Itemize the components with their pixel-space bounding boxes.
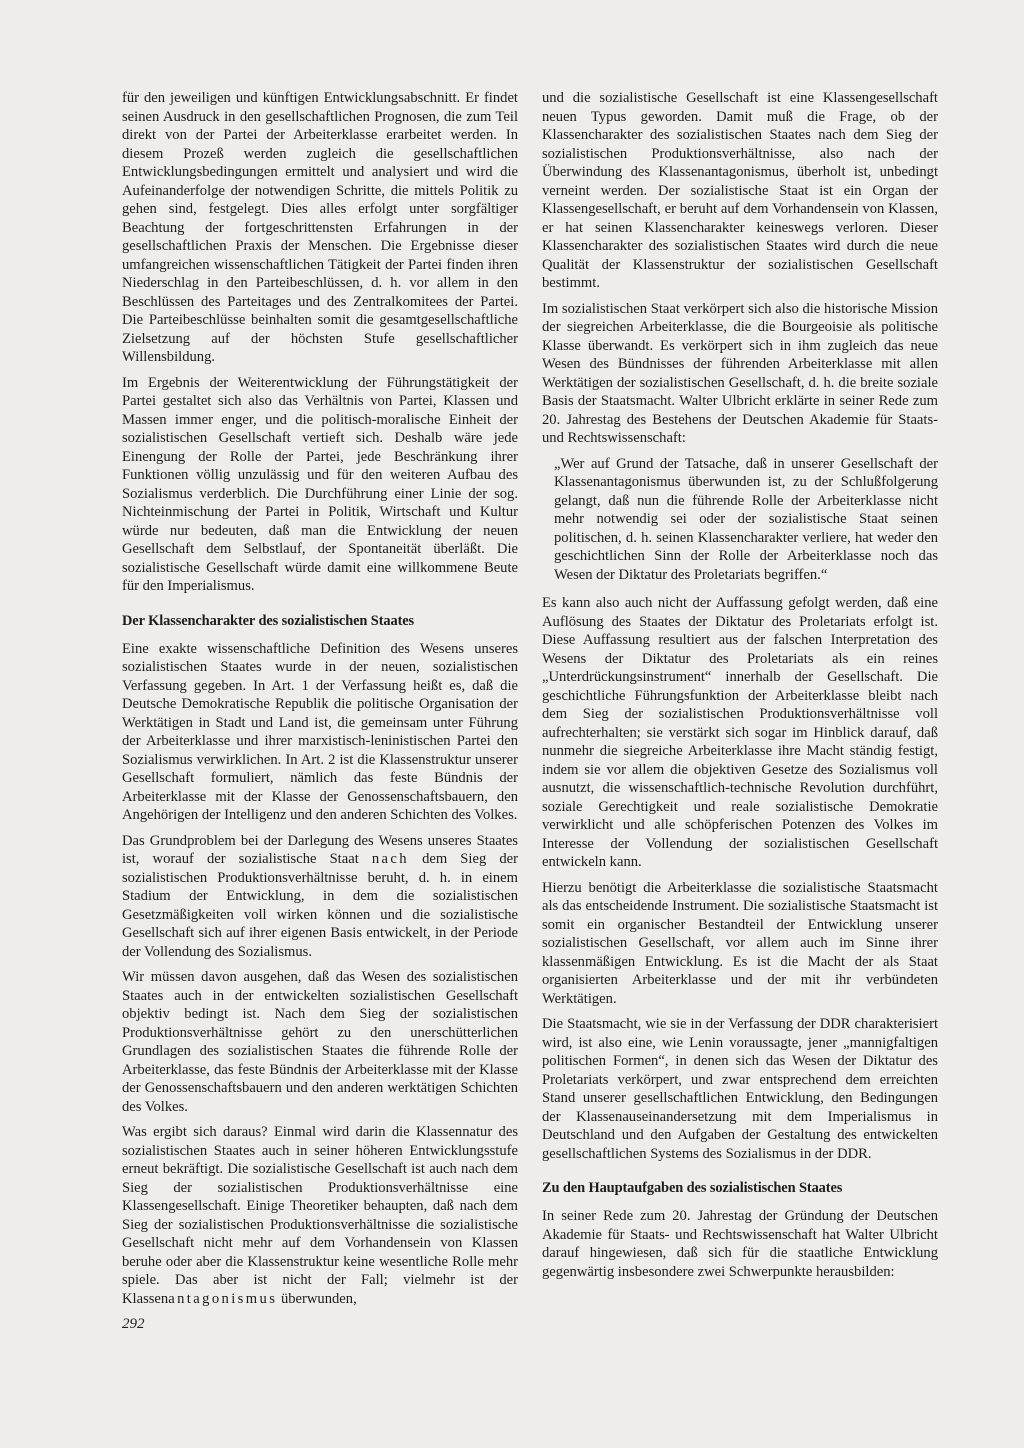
- spaced-emphasis: antagonismus: [168, 1290, 278, 1307]
- text-run: überwunden,: [280, 1290, 357, 1307]
- text-run: Das Grundproblem bei der Darlegung des Wesens unseres Staates ist, worauf der sozialistische Staat: [122, 832, 518, 867]
- paragraph: Es kann also auch nicht der Auffassung gefolgt werden, daß eine Auflösung des Staates der Diktatur des Proletariats erfolgt ist. Diese Auffassung resultiert aus der falschen Interpretation des Wesens der Diktatur des Proletariats als ein reines „Unterdrückungsinstrument“ innerhalb der Gesellschaft. Die geschichtliche Führungsfunktion der Arbeiterklasse bleibt nach dem Sieg der sozialistischen Produktionsverhältnisse voll aufrechterhalten; sie verstärkt sich sogar im Hinblick darauf, daß nunmehr die siegreiche Arbeiterklasse ihre Macht ständig festigt, indem sie vor allem die objektiven Gesetze des Sozialismus voll ausnutzt, die wissenschaftlich-technische Revolution durchführt, soziale Gerechtigkeit und reale sozialistische Demokratie verwirklicht und alle schöpferischen Potenzen des Volkes im Interesse der Vollendung der sozialistischen Gesellschaft entwickeln kann.: [542, 595, 938, 870]
- section-heading: Zu den Hauptaufgaben des sozialistischen Staates: [542, 1180, 843, 1196]
- paragraph: Eine exakte wissenschaftliche Definition des Wesens unseres sozialistischen Staates wurde in der neuen, sozialistischen Verfassung gegeben. In Art. 1 der Verfassung heißt es, daß die Deutsche Demokratische Republik die politische Organisation der Werktätigen in Stadt und Land ist, die gemeinsam unter Führung der Arbeiterklasse und ihrer marxistisch-leninistischen Partei den Sozialismus verwirklichen. In Art. 2 ist die Klassenstruktur unserer Gesellschaft formuliert, nämlich das feste Bündnis der Arbeiterklasse mit der Klasse der Genossenschaftsbauern, den Angehörigen der Intelligenz und den anderen Schichten des Volkes.: [122, 640, 518, 823]
- spaced-emphasis: nach: [371, 851, 409, 867]
- paragraph: Hierzu benötigt die Arbeiterklasse die sozialistische Staatsmacht als das entscheidende Instrument. Die sozialistische Staatsmacht ist somit ein organischer Bestandteil der Entwicklung unserer sozialistischen Gesellschaft, vor allem auch im Sinne ihrer klassenmäßigen Entwicklung. Es ist die Macht der als Staat organisierten Arbeiterklasse und der mit ihr verbündeten Werktätigen.: [542, 879, 938, 1007]
- text-run: dem Sieg der sozialistischen Produktionsverhältnisse beruht, d. h. in einem Stadium der Entwicklung, in dem die sozialistischen Gesetzmäßigkeiten voll wirken können und die sozialistische Gesellschaft sich auf ihrer eigenen Basis entwickelt, in der Periode der Vollendung des Sozialismus.: [122, 851, 518, 960]
- paragraph: für den jeweiligen und künftigen Entwicklungsabschnitt. Er findet seinen Ausdruck in den gesellschaftlichen Prognosen, die zum Teil direkt von der Partei der Arbeiterklasse erarbeitet werden. In diesem Prozeß werden zugleich die gesellschaftlichen Entwicklungsbedingungen ermittelt und analysiert und wird die Aufeinanderfolge der notwendigen Schritte, die mittels Politik zu gehen sind, festgelegt. Dies alles erfolgt unter sorgfältiger Beachtung der fortgeschrittensten Erfahrungen in der gesellschaftlichen Praxis der Menschen. Die Ergebnisse dieser umfangreichen wissenschaftlichen Tätigkeit der Partei finden ihren Niederschlag in den Parteibeschlüssen, d. h. vor allem in den Beschlüssen des Parteitages und des Zentralkomitees der Partei. Die Parteibeschlüsse beinhalten somit die gesamtgesellschaftliche Zielsetzung auf der höchsten Stufe gesellschaftlicher Willensbildung.: [122, 90, 518, 365]
- paragraph: [122, 1123, 518, 1308]
- paragraph: Wir müssen davon ausgehen, daß das Wesen des sozialistischen Staates auch in der entwickelten sozialistischen Gesellschaft objektiv bedingt ist. Nach dem Sieg der sozialistischen Produktionsverhältnisse gehört zu den unerschütterlichen Grundlagen des sozialistischen Staates die führende Rolle der Arbeiterklasse, das feste Bündnis der Arbeiterklasse mit der Klasse der Genossenschaftsbauern und den anderen werktätigen Schichten des Volkes.: [122, 969, 518, 1115]
- paragraph: und die sozialistische Gesellschaft ist eine Klassengesellschaft neuen Typus geworden. Damit muß die Frage, ob der Klassencharakter des sozialistischen Staates nach dem Sieg der sozialistischen Produktionsverhältnisse, also nach der Überwindung des Klassenantagonismus, überholt ist, unbedingt verneint werden. Der sozialistische Staat ist ein Organ der Klassengesellschaft, er beruht auf dem Vorhandensein von Klassen, er hat seinen Klassencharakter keineswegs verloren. Dieser Klassencharakter des sozialistischen Staates wird durch die neue Qualität der Klassenstruktur der sozialistischen Gesellschaft bestimmt.: [542, 90, 938, 291]
- section-heading: Der Klassencharakter des sozialistischen Staates: [122, 612, 415, 629]
- paragraph: Im sozialistischen Staat verkörpert sich also die historische Mission der siegreichen Arbeiterklasse, die die Bourgeoisie als politische Klasse überwandt. Es verkörpert sich in ihm zugleich das neue Wesen des Bündnisses der führenden Arbeiterklasse mit allen Werktätigen der sozialistischen Gesellschaft, d. h. die breite soziale Basis der Staatsmacht. Walter Ulbricht erklärte in seiner Rede zum 20. Jahrestag des Bestehens der Deutschen Akademie für Staats- und Rechtswissenschaft:: [542, 300, 938, 446]
- paragraph: [122, 832, 518, 962]
- paragraph: In seiner Rede zum 20. Jahrestag der Gründung der Deutschen Akademie für Staats- und Rechtswissenschaft hat Walter Ulbricht darauf hingewiesen, daß sich für die staatliche Entwicklung gegenwärtig insbesondere zwei Schwerpunkte herausbilden:: [542, 1208, 938, 1280]
- right-column: [542, 89, 938, 1288]
- paragraph: Im Ergebnis der Weiterentwicklung der Führungstätigkeit der Partei gestaltet sich also das Verhältnis von Partei, Klassen und Massen immer enger, und die politisch-moralische Einheit der sozialistischen Gesellschaft vertieft sich. Deshalb wäre jede Einengung der Rolle der Partei, jede Beschränkung ihrer Funktionen völlig unzulässig und für den weiteren Aufbau des Sozialismus verderblich. Die Durchführung einer Linie der sog. Nichteinmischung der Partei in Politik, Wirtschaft und Kultur würde nur bedeuten, daß man die Entwicklung der neuen Gesellschaft dem Selbstlauf, der Spontaneität überläßt. Die sozialistische Gesellschaft würde damit eine willkommene Beute für den Imperialismus.: [122, 374, 518, 594]
- paragraph: Die Staatsmacht, wie sie in der Verfassung der DDR charakterisiert wird, ist also eine, wie Lenin voraussagte, jener „mannigfaltigen politischen Formen“, in denen sich das Wesen der Diktatur des Proletariats verkörpert, und zwar entsprechend dem erreichten Stand unserer gesellschaftlichen Entwicklung, den Bedingungen der Klassenauseinandersetzung mit dem Imperialismus in Deutschland und den Aufgaben der Gestaltung des entwickelten gesellschaftlichen Systems des Sozialismus in der DDR.: [542, 1016, 938, 1162]
- page-number: 292: [122, 1316, 145, 1332]
- quotation: „Wer auf Grund der Tatsache, daß in unserer Gesellschaft der Klassenantagonismus überwunden ist, zu der Schlußfolgerung gelangt, daß nun die führende Rolle der Arbeiterklasse nicht mehr notwendig sei oder der sozialistische Staat seinen politischen, d. h. seinen Klassencharakter verliere, hat weder den geschichtlichen Sinn der Rolle der Arbeiterklasse noch das Wesen der Diktatur des Proletariats begriffen.“: [554, 455, 938, 583]
- left-column: [122, 89, 518, 1315]
- text-run: Was ergibt sich daraus? Einmal wird darin die Klassennatur des sozialistischen Staates auch in seiner höheren Entwicklungsstufe erneut bekräftigt. Die sozialistische Gesellschaft ist auch nach dem Sieg der sozialistischen Produktionsverhältnisse eine Klassengesellschaft. Einige Theoretiker behaupten, daß nach dem Sieg der sozialistischen Produktionsverhältnisse die sozialistische Gesellschaft nicht mehr auf dem Vorhandensein von Klassen beruhe oder aber die Klassenstruktur keine wesentliche Rolle mehr spiele. Das aber ist nicht der Fall; vielmehr ist der Klassen: [122, 1124, 518, 1307]
